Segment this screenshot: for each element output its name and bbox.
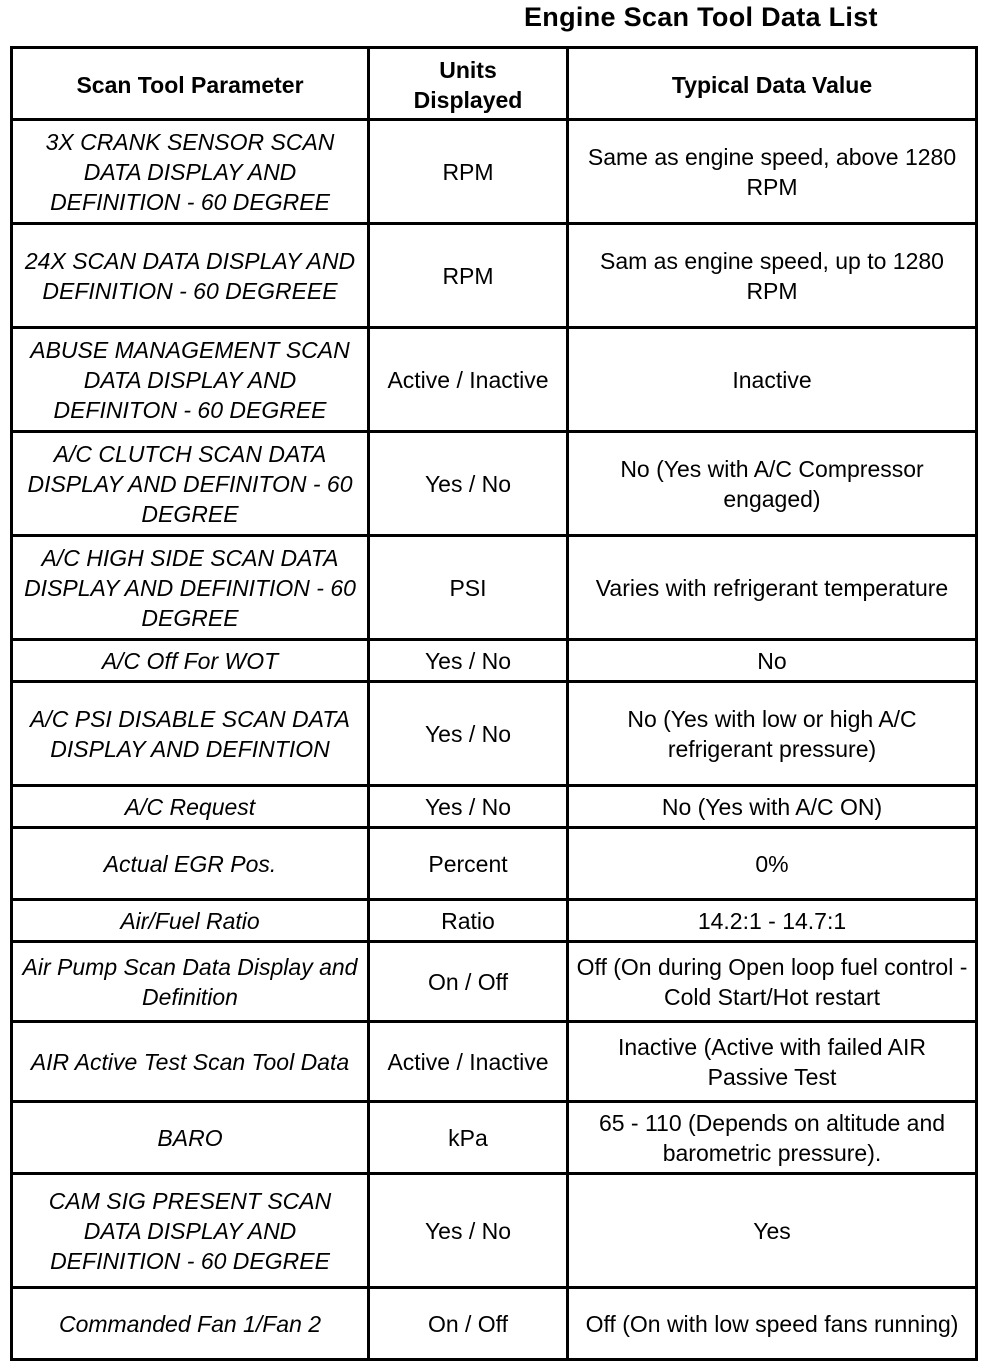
table-row: [12, 1022, 977, 1102]
table-row: [12, 432, 977, 536]
typical-value-cell: Same as engine speed, above 1280 RPM: [568, 120, 977, 224]
page-title: Engine Scan Tool Data List: [524, 2, 878, 32]
units-cell: Ratio: [369, 900, 568, 942]
parameter-cell: Air/Fuel Ratio: [12, 900, 369, 942]
header-parameter: Scan Tool Parameter: [12, 48, 369, 120]
typical-value-cell: 65 - 110 (Depends on altitude and barometric pressure).: [568, 1102, 977, 1174]
typical-value-cell: 14.2:1 - 14.7:1: [568, 900, 977, 942]
table-row: [12, 682, 977, 786]
units-cell: Active / Inactive: [369, 1022, 568, 1102]
table-row: [12, 1102, 977, 1174]
units-cell: Yes / No: [369, 786, 568, 828]
parameter-cell: A/C Off For WOT: [12, 640, 369, 682]
units-cell: Yes / No: [369, 682, 568, 786]
parameter-cell: Actual EGR Pos.: [12, 828, 369, 900]
table-row: [12, 942, 977, 1022]
units-cell: PSI: [369, 536, 568, 640]
table-row: [12, 828, 977, 900]
parameter-cell: Commanded Fan 1/Fan 2: [12, 1288, 369, 1360]
units-cell: Yes / No: [369, 640, 568, 682]
typical-value-cell: Inactive (Active with failed AIR Passive Test: [568, 1022, 977, 1102]
parameter-cell: A/C PSI DISABLE SCAN DATA DISPLAY AND DEFINTION: [12, 682, 369, 786]
typical-value-cell: Sam as engine speed, up to 1280 RPM: [568, 224, 977, 328]
units-cell: On / Off: [369, 942, 568, 1022]
typical-value-cell: Off (On during Open loop fuel control - Cold Start/Hot restart: [568, 942, 977, 1022]
parameter-cell: 24X SCAN DATA DISPLAY AND DEFINITION - 60 DEGREEE: [12, 224, 369, 328]
typical-value-cell: No (Yes with A/C ON): [568, 786, 977, 828]
table-row: [12, 1174, 977, 1288]
typical-value-cell: Inactive: [568, 328, 977, 432]
parameter-cell: ABUSE MANAGEMENT SCAN DATA DISPLAY AND DEFINITON - 60 DEGREE: [12, 328, 369, 432]
header-row: [12, 48, 977, 120]
parameter-cell: CAM SIG PRESENT SCAN DATA DISPLAY AND DEFINITION - 60 DEGREE: [12, 1174, 369, 1288]
typical-value-cell: Off (On with low speed fans running): [568, 1288, 977, 1360]
parameter-cell: A/C Request: [12, 786, 369, 828]
header-units: [369, 48, 568, 120]
typical-value-cell: No (Yes with A/C Compressor engaged): [568, 432, 977, 536]
parameter-cell: 3X CRANK SENSOR SCAN DATA DISPLAY AND DEFINITION - 60 DEGREE: [12, 120, 369, 224]
units-cell: Yes / No: [369, 432, 568, 536]
units-cell: Yes / No: [369, 1174, 568, 1288]
typical-value-cell: 0%: [568, 828, 977, 900]
parameter-cell: A/C HIGH SIDE SCAN DATA DISPLAY AND DEFINITION - 60 DEGREE: [12, 536, 369, 640]
parameter-cell: AIR Active Test Scan Tool Data: [12, 1022, 369, 1102]
parameter-cell: BARO: [12, 1102, 369, 1174]
typical-value-cell: No (Yes with low or high A/C refrigerant pressure): [568, 682, 977, 786]
header-typical: Typical Data Value: [568, 48, 977, 120]
parameter-cell: Air Pump Scan Data Display and Definition: [12, 942, 369, 1022]
typical-value-cell: No: [568, 640, 977, 682]
units-cell: kPa: [369, 1102, 568, 1174]
table-row: [12, 328, 977, 432]
header-units-line2: Displayed: [413, 86, 523, 113]
table-row: [12, 640, 977, 682]
table-row: [12, 786, 977, 828]
table-row: [12, 224, 977, 328]
table-row: [12, 536, 977, 640]
units-cell: Active / Inactive: [369, 328, 568, 432]
table-row: [12, 120, 977, 224]
units-cell: RPM: [369, 224, 568, 328]
table-row: [12, 900, 977, 942]
units-cell: Percent: [369, 828, 568, 900]
header-units-line1: Units: [439, 56, 497, 83]
scan-tool-data-table: [10, 46, 978, 1361]
table-row: [12, 1288, 977, 1360]
units-cell: RPM: [369, 120, 568, 224]
typical-value-cell: Yes: [568, 1174, 977, 1288]
parameter-cell: A/C CLUTCH SCAN DATA DISPLAY AND DEFINITON - 60 DEGREE: [12, 432, 369, 536]
typical-value-cell: Varies with refrigerant temperature: [568, 536, 977, 640]
units-cell: On / Off: [369, 1288, 568, 1360]
